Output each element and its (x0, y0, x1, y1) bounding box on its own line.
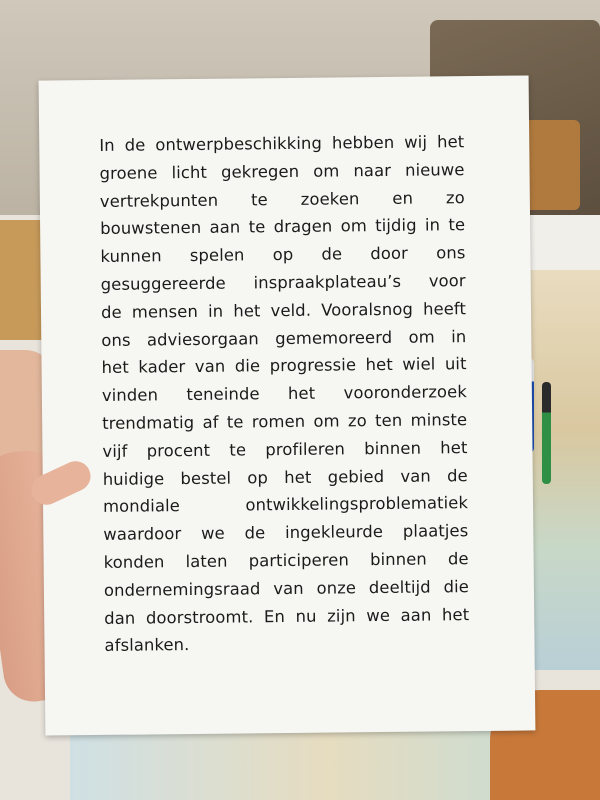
text-line: dan doorstroomt. En nu zijn we aan het (104, 604, 470, 628)
text-line: groene licht gekregen om naar nieuwe (99, 159, 465, 183)
text-line: gesuggereerde inspraakplateau’s voor (100, 271, 466, 294)
text-line: vinden teneinde het vooronderzoek (101, 382, 467, 406)
text-line: konden laten participeren binnen de (103, 549, 469, 572)
text-line: In de ontwerpbeschikking hebben wij het (99, 132, 465, 155)
paper-sheet (39, 75, 536, 735)
text-line: mondiale ontwikkelingsproblematiek (102, 493, 469, 517)
document-text (99, 128, 470, 660)
text-line: het kader van die progressie het wiel uit (101, 354, 467, 378)
text-line: kunnen spelen op de door ons (100, 243, 466, 267)
text-line: vijf procent te profileren binnen het (102, 437, 468, 461)
green-pen (542, 382, 551, 484)
text-line: afslanken. (104, 635, 190, 656)
text-line: ons adviesorgaan gememoreerd om in (101, 326, 467, 350)
text-line: bouwstenen aan te dragen om tijdig in te (100, 215, 466, 239)
text-line: waardoor we de ingekleurde plaatjes (103, 521, 469, 545)
text-line: ondernemingsraad van onze deeltijd die (103, 576, 470, 600)
text-line: trendmatig af te romen om zo ten minste (102, 410, 468, 433)
text-line: de mensen in het veld. Vooralsnog heeft (100, 298, 467, 322)
text-line: vertrekpunten te zoeken en zo (99, 187, 465, 211)
text-line: huidige bestel op het gebied van de (102, 465, 468, 489)
